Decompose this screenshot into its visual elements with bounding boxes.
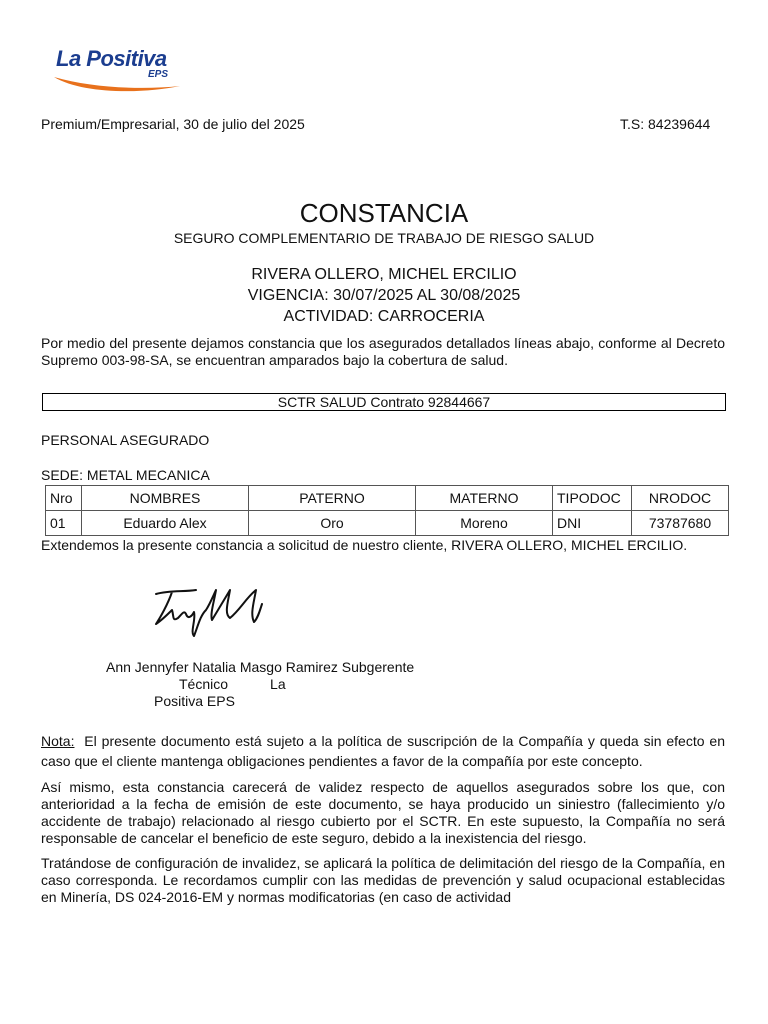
doc-title: CONSTANCIA: [299, 198, 469, 228]
actividad: ACTIVIDAD: CARROCERIA: [283, 308, 485, 325]
nota-paragraph: [41, 731, 725, 771]
intro-paragraph: Por medio del presente dejamos constancia que los asegurados detallados líneas abajo, conforme al Decreto Supremo 003-98-SA, se encuentran amparados bajo la cobertura de salud.: [41, 335, 725, 368]
header-nrodoc: NRODOC: [632, 486, 729, 511]
header-nro: Nro: [46, 486, 82, 511]
header-nombres: NOMBRES: [82, 486, 249, 511]
closing-paragraph: Extendemos la presente constancia a solicitud de nuestro cliente, RIVERA OLLERO, MICHEL ERCILIO.: [41, 537, 688, 553]
cell-nro: 01: [46, 511, 82, 536]
header-tipodoc: TIPODOC: [553, 486, 632, 511]
doc-subtitle: SEGURO COMPLEMENTARIO DE TRABAJO DE RIESGO SALUD: [173, 230, 595, 246]
signer-line1: Ann Jennyfer Natalia Masgo Ramirez Subgerente: [106, 659, 415, 675]
vigencia: VIGENCIA: 30/07/2025 AL 30/08/2025: [247, 287, 521, 304]
table-header-row: [46, 486, 729, 511]
header-materno: MATERNO: [416, 486, 553, 511]
insured-name: RIVERA OLLERO, MICHEL ERCILIO: [251, 266, 517, 283]
asimismo-paragraph: Así mismo, esta constancia carecerá de validez respecto de aquellos asegurados sobre los que, con anterioridad a la fecha de emisión de este documento, se haya producido un siniestro (fallecimiento y/o accidente de trabajo) relacionado al riesgo cubierto por el SCTR. En este supuesto, la Compañía no será responsable de cancelar el beneficio de este seguro, debido a la inexistencia del riesgo.: [41, 779, 725, 846]
cell-materno: Moreno: [416, 511, 553, 536]
ts-number: T.S: 84239644: [620, 116, 711, 132]
place-date: Premium/Empresarial, 30 de julio del 2025: [41, 116, 305, 132]
signer-block: [106, 659, 446, 710]
handwritten-signature: [150, 580, 270, 640]
tratandose-paragraph: Tratándose de configuración de invalidez, se aplicará la política de delimitación del riesgo de la Compañía, en caso corresponda. Le recordamos cumplir con las medidas de prevención y salud ocupacional establecidas en Minería, DS 024-2016-EM y normas modificatorias (en caso de actividad: [41, 855, 725, 905]
logo-swoosh-icon: [52, 74, 182, 96]
la-positiva-logo: [52, 46, 192, 106]
insured-table: [45, 485, 729, 536]
signer-line2: [106, 676, 446, 693]
cell-nrodoc: 73787680: [632, 511, 729, 536]
contract-box: SCTR SALUD Contrato 92844667: [42, 393, 726, 411]
signer-role: Técnico: [179, 676, 229, 692]
signer-company-part: La: [270, 676, 286, 692]
personal-heading: PERSONAL ASEGURADO: [41, 432, 210, 448]
sede-label: SEDE: METAL MECANICA: [41, 467, 210, 483]
cell-nombres: Eduardo Alex: [82, 511, 249, 536]
nota-text: El presente documento está sujeto a la política de suscripción de la Compañía y queda sin efecto en caso que el cliente mantenga obligaciones pendientes a favor de la compañía por este concepto.: [41, 733, 726, 769]
table-row: [46, 511, 729, 536]
cell-paterno: Oro: [249, 511, 416, 536]
nota-label: Nota:: [41, 733, 75, 749]
header-paterno: PATERNO: [249, 486, 416, 511]
logo-sub: EPS: [148, 69, 169, 80]
logo-name: La Positiva: [56, 46, 167, 71]
cell-tipodoc: DNI: [553, 511, 632, 536]
signer-line3: Positiva EPS: [154, 693, 235, 709]
